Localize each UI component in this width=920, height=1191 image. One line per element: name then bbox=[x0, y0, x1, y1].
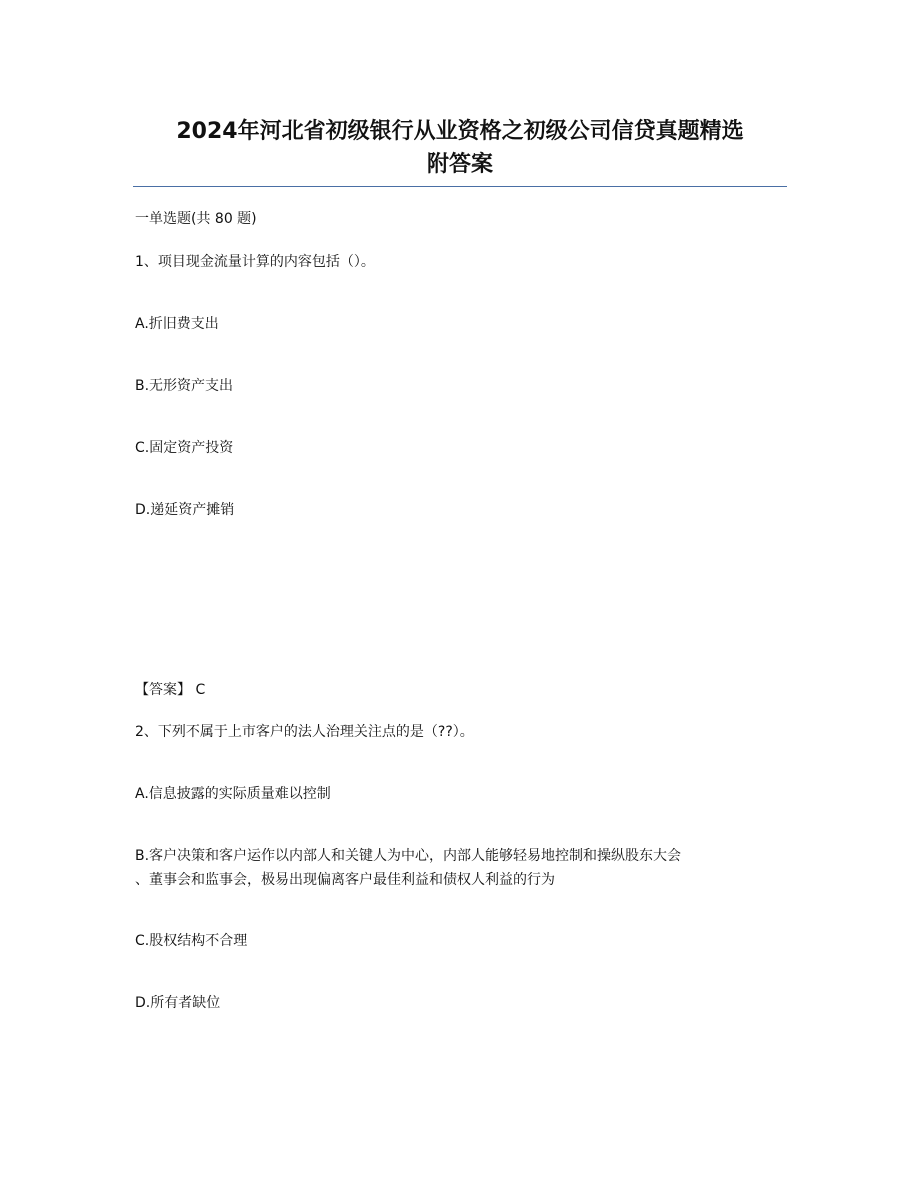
answer-line: 【答案】 C bbox=[135, 682, 206, 698]
title-divider bbox=[133, 186, 787, 187]
option-a: A.信息披露的实际质量难以控制 bbox=[135, 786, 331, 802]
document-title-line1: 2024年河北省初级银行从业资格之初级公司信贷真题精选 bbox=[176, 119, 744, 144]
option-b: B.无形资产支出 bbox=[135, 378, 234, 394]
question-stem: 1、项目现金流量计算的内容包括（）。 bbox=[135, 254, 375, 270]
section-header: 一单选题(共 80 题) bbox=[135, 211, 257, 227]
option-b: B.客户决策和客户运作以内部人和关键人为中心，内部人能够轻易地控制和操纵股东大会 bbox=[135, 848, 682, 864]
option-b-continued: 、董事会和监事会，极易出现偏离客户最佳利益和债权人利益的行为 bbox=[135, 872, 555, 888]
option-c: C.固定资产投资 bbox=[135, 440, 234, 456]
option-c: C.股权结构不合理 bbox=[135, 933, 248, 949]
option-a: A.折旧费支出 bbox=[135, 316, 219, 332]
document-title-line2: 附答案 bbox=[426, 152, 493, 177]
question-stem: 2、下列不属于上市客户的法人治理关注点的是（??）。 bbox=[135, 724, 474, 740]
option-d: D.所有者缺位 bbox=[135, 995, 221, 1011]
option-d: D.递延资产摊销 bbox=[135, 502, 235, 518]
